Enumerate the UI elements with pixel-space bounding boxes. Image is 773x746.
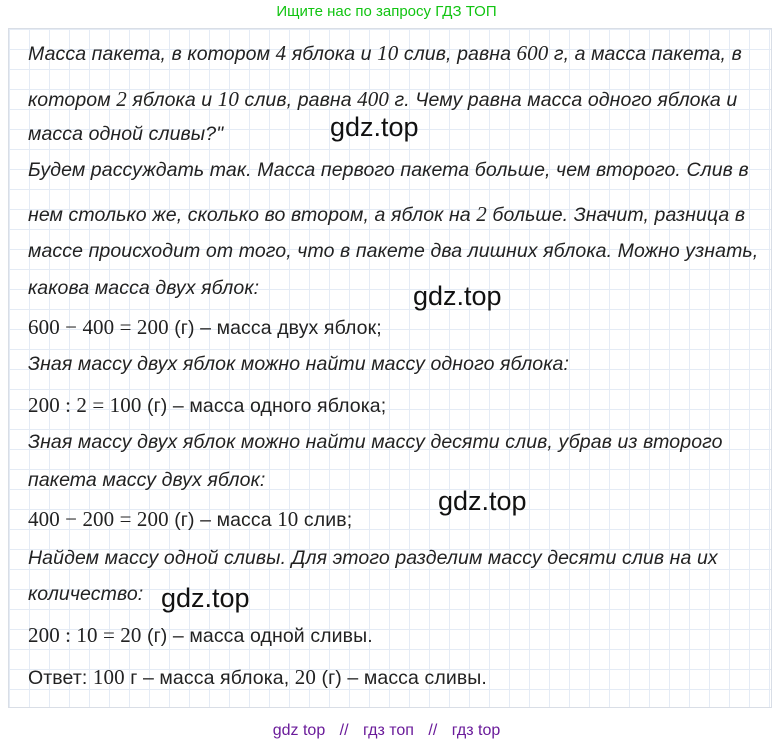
text-segment: г, а масса пакета, в	[548, 43, 742, 65]
text-segment: (г) – масса одной сливы.	[141, 625, 373, 647]
text-line	[28, 431, 723, 454]
text-line	[28, 665, 487, 690]
footer-link[interactable]: гдз топ	[363, 722, 414, 739]
text-line	[28, 123, 223, 146]
text-segment: 10	[277, 507, 299, 531]
text-segment: 2	[116, 87, 127, 111]
solution-sheet	[8, 28, 772, 708]
text-segment: г. Чему равна масса одного яблока и	[388, 89, 738, 111]
text-segment: 10	[217, 87, 239, 111]
text-segment: 600 − 400 = 200	[28, 315, 169, 339]
text-segment: 400	[357, 87, 389, 111]
text-line	[28, 507, 352, 532]
footer-link[interactable]: gdz top	[272, 722, 326, 739]
text-segment: (г) – масса сливы.	[315, 667, 487, 689]
text-segment: яблока и	[286, 43, 378, 65]
text-line	[28, 353, 569, 376]
watermark: gdz.top	[330, 112, 419, 142]
watermark: gdz.top	[413, 281, 502, 311]
text-segment: Зная массу двух яблок можно найти массу одного яблока:	[28, 353, 570, 375]
text-segment: (г) – масса двух яблок;	[168, 317, 382, 339]
text-line	[28, 159, 749, 182]
text-segment: 2	[476, 202, 487, 226]
text-segment: 200 : 2 = 100	[28, 393, 142, 417]
text-segment: 20	[294, 665, 316, 689]
text-segment: яблока и	[126, 89, 218, 111]
text-segment: 10	[377, 41, 399, 65]
text-segment: Найдем массу одной сливы. Для этого разделим массу десяти слив на их	[28, 547, 718, 569]
text-segment: слив, равна	[238, 89, 358, 111]
footer-separator: //	[428, 722, 438, 739]
text-line	[28, 583, 143, 606]
text-segment: 200 : 10 = 20	[28, 623, 142, 647]
text-segment: пакета массу двух яблок:	[28, 469, 266, 491]
watermark: gdz.top	[438, 486, 527, 516]
text-segment: 100	[92, 665, 125, 689]
text-segment: масса одной сливы?"	[28, 123, 224, 145]
footer-links	[0, 716, 773, 746]
text-line	[28, 393, 386, 418]
text-line	[28, 547, 718, 570]
text-segment: Масса пакета, в котором	[28, 43, 276, 65]
text-segment: г – масса яблока,	[124, 667, 295, 689]
footer-separator: //	[339, 722, 349, 739]
text-segment: 4	[275, 41, 287, 65]
text-line	[28, 202, 745, 227]
text-segment: Будем рассуждать так. Масса первого пакета больше, чем второго. Слив в	[28, 159, 749, 181]
text-line	[28, 469, 265, 492]
text-segment: количество:	[28, 583, 144, 605]
text-line	[28, 41, 742, 66]
text-segment: нем столько же, сколько во втором, а яблок на	[28, 204, 477, 226]
text-line	[28, 240, 758, 263]
text-segment: 400 − 200 = 200	[28, 507, 169, 531]
text-segment: слив;	[298, 509, 353, 531]
text-segment: Зная массу двух яблок можно найти массу десяти слив, убрав из второго	[28, 431, 723, 453]
text-segment: (г) – масса	[168, 509, 278, 531]
footer-link[interactable]: гдз top	[451, 722, 501, 739]
text-segment: какова масса двух яблок:	[28, 277, 260, 299]
text-line	[28, 623, 373, 648]
text-segment: массе происходит от того, что в пакете два лишних яблока. Можно узнать,	[28, 240, 759, 262]
search-hint-banner: Ищите нас по запросу ГДЗ ТОП	[276, 3, 497, 20]
text-segment: 600	[516, 41, 549, 65]
text-line	[28, 315, 382, 340]
watermark: gdz.top	[161, 583, 250, 613]
text-segment: котором	[28, 89, 117, 111]
text-segment: Ответ:	[28, 667, 93, 689]
text-line	[28, 277, 259, 300]
text-segment: (г) – масса одного яблока;	[141, 395, 387, 417]
text-segment: больше. Значит, разница в	[486, 204, 746, 226]
text-line	[28, 87, 737, 112]
text-segment: слив, равна	[398, 43, 517, 65]
